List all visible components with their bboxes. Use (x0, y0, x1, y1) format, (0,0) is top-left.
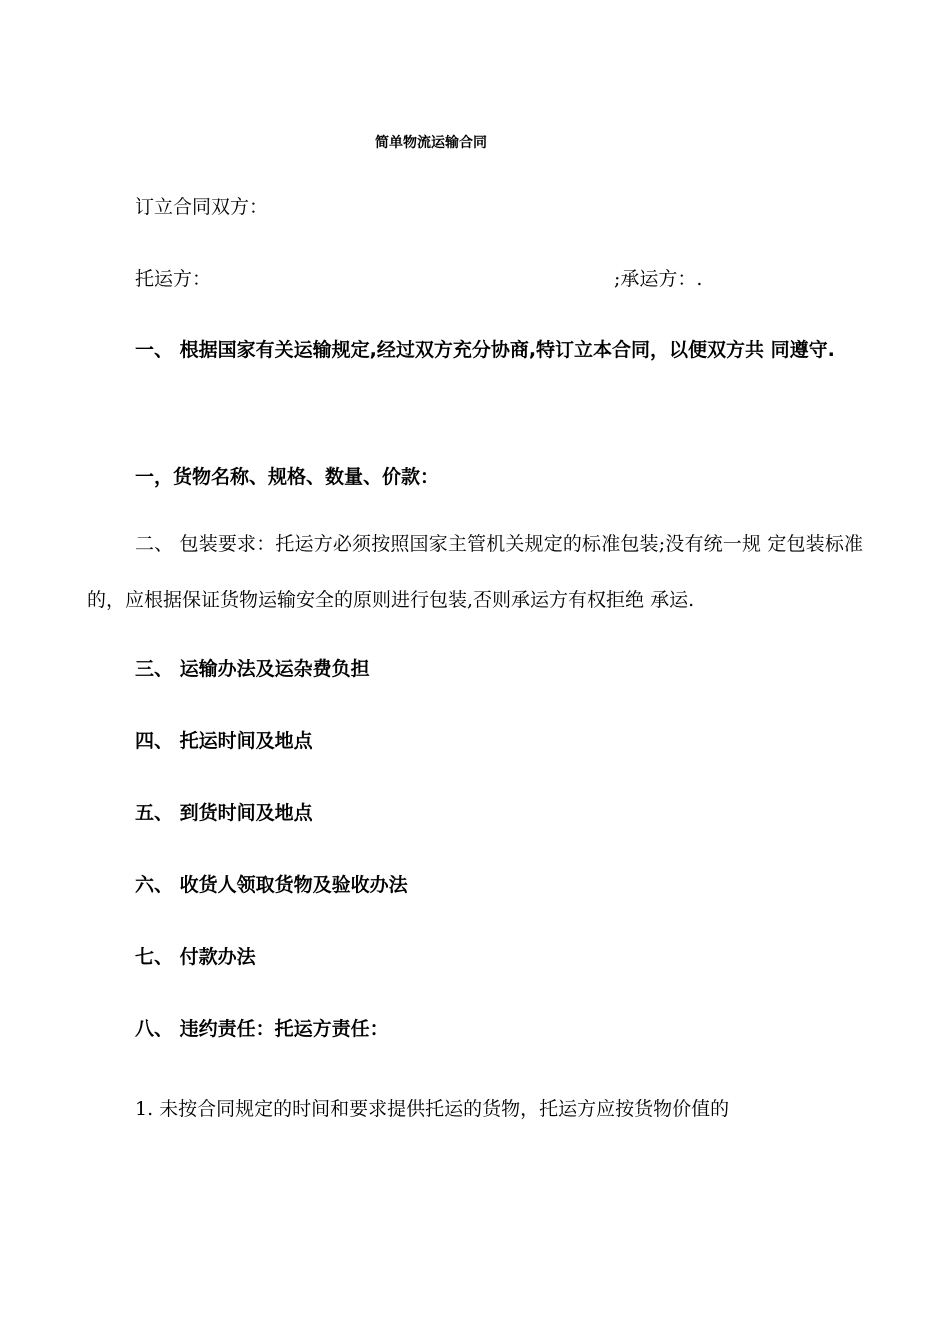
parties-intro: 订立合同双方： (135, 196, 269, 218)
clause-transport-method: 三、 运输办法及运杂费负担 (135, 658, 370, 680)
shipper-label: 托运方： (135, 268, 212, 290)
clause-receipt: 六、 收货人领取货物及验收办法 (135, 874, 408, 896)
document-title: 简单物流运输合同 (375, 135, 487, 151)
clause-payment: 七、 付款办法 (135, 946, 256, 968)
sub-clause-1: 1. 未按合同规定的时间和要求提供托运的货物，托运方应按货物价值的 (135, 1098, 730, 1120)
carrier-label: ;承运方：. (614, 268, 703, 290)
clause-goods: 一，货物名称、规格、数量、价款： (135, 466, 440, 488)
clause-intro: 一、 根据国家有关运输规定,经过双方充分协商,特订立本合同，以便双方共 同遵守. (135, 339, 835, 361)
clause-arrival-time: 五、 到货时间及地点 (135, 802, 313, 824)
clause-liability: 八、 违约责任：托运方责任： (135, 1018, 389, 1040)
clause-shipping-time: 四、 托运时间及地点 (135, 730, 313, 752)
clause-packaging: 二、 包装要求：托运方必须按照国家主管机关规定的标准包装;没有统一规 定包装标准的，应根据保证货物运输安全的原则进行包装,否则承运方有权拒绝 承运. (87, 533, 863, 611)
